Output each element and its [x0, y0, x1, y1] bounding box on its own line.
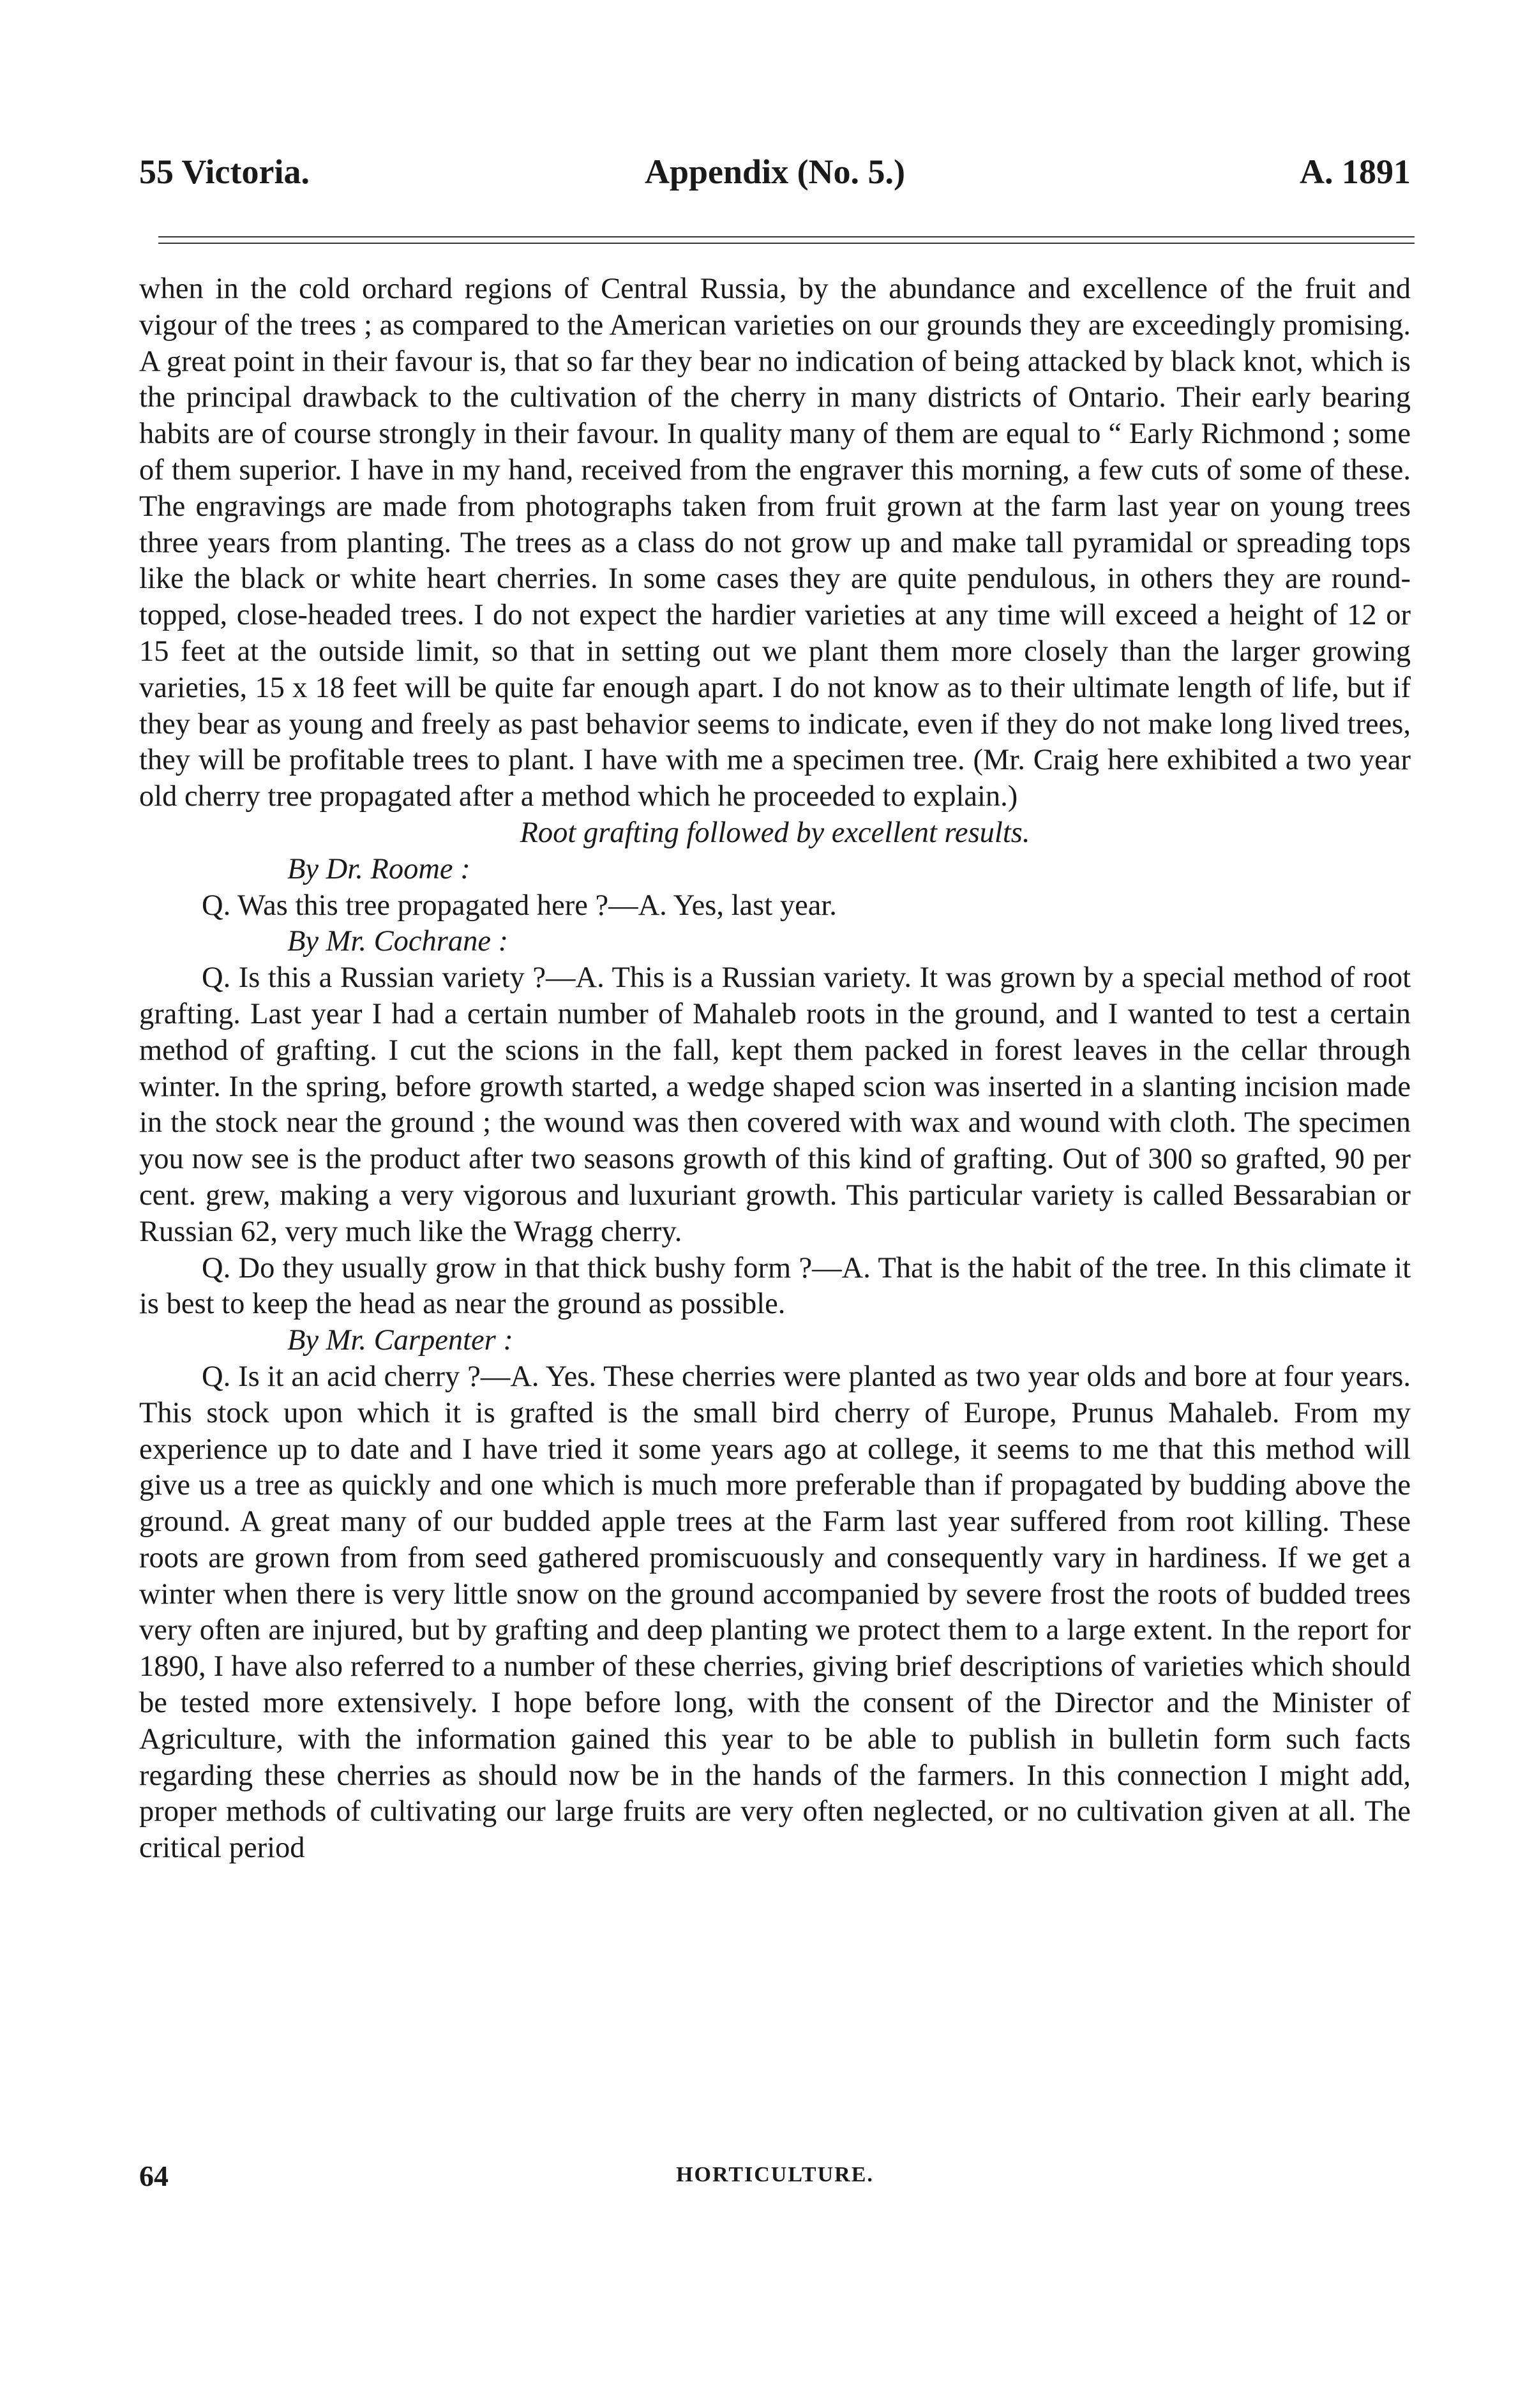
question-answer-4: Q. Is it an acid cherry ?—A. Yes. These cherries were planted as two year olds and bore at four years. This stock upon which it is grafted is the small bird cherry of Europe, Prunus Mahaleb. From my experience up to date and I have tried it some years ago at college, it seems to me that this method will give us a tree as quickly and one which is much more preferable than if propagated by budding above the ground. A great many of our budded apple trees at the Farm last year suffered from root killing. These roots are grown from from seed gathered promiscuously and consequently vary in hardiness. If we get a winter when there is very little snow on the ground accompanied by severe frost the roots of budded trees very often are injured, but by grafting and deep planting we protect them to a large extent. In the report for 1890, I have also referred to a number of these cherries, giving brief descriptions of varieties which should be tested more extensively. I hope before long, with the consent of the Director and the Minister of Agriculture, with the information gained this year to be able to publish in bulletin form such facts regarding these cherries as should now be in the hands of the farmers. In this connection I might add, proper methods of cultivating our large fruits are very often neglected, or no cultivation given at all. The critical period	[139, 1360, 1411, 1865]
question-answer-2: Q. Is this a Russian variety ?—A. This is a Russian variety. It was grown by a special method of root grafting. Last year I had a certain number of Mahaleb roots in the ground, and I wanted to test a certain method of grafting. I cut the scions in the fall, kept them packed in forest leaves in the cellar through winter. In the spring, before growth started, a wedge shaped scion was inserted in a slanting incision made in the stock near the ground ; the wound was then covered with wax and wound with cloth. The specimen you now see is the product after two seasons growth of this kind of grafting. Out of 300 so grafted, 90 per cent. grew, making a very vigorous and luxuriant growth. This particular variety is called Bessarabian or Russian 62, very much like the Wragg cherry.	[139, 961, 1411, 1248]
speaker-carpenter: By Mr. Carpenter :	[287, 1324, 513, 1357]
header-year: A. 1891	[1300, 153, 1411, 191]
header-session: 55 Victoria.	[139, 153, 310, 191]
running-header	[139, 152, 1411, 203]
page-number: 64	[139, 2160, 169, 2192]
header-appendix: Appendix (No. 5.)	[644, 153, 906, 191]
speaker-roome: By Dr. Roome :	[287, 852, 470, 885]
question-answer-1: Q. Was this tree propagated here ?—A. Yes, last year.	[202, 889, 837, 922]
question-answer-3: Q. Do they usually grow in that thick bushy form ?—A. That is the habit of the tree. In this climate it is best to keep the head as near the ground as possible.	[139, 1251, 1411, 1321]
section-name: HORTICULTURE.	[676, 2163, 874, 2186]
speaker-cochrane: By Mr. Cochrane :	[287, 925, 509, 958]
page-footer	[139, 2159, 1411, 2197]
page-body	[139, 271, 1411, 1867]
paragraph-continuation: when in the cold orchard regions of Central Russia, by the abundance and excellence of the fruit and vigour of the trees ; as compared to the American varieties on our grounds they are exceedingly promising. A great point in their favour is, that so far they bear no indication of being attacked by black knot, which is the principal drawback to the cultivation of the cherry in many districts of Ontario. Their early bearing habits are of course strongly in their favour. In quality many of them are equal to “ Early Richmond ; some of them superior. I have in my hand, received from the engraver this morning, a few cuts of some of these. The engravings are made from photographs taken from fruit grown at the farm last year on young trees three years from planting. The trees as a class do not grow up and make tall pyramidal or spreading tops like the black or white heart cherries. In some cases they are quite pendulous, in others they are round-topped, close-headed trees. I do not expect the hardier varieties at any time will exceed a height of 12 or 15 feet at the outside limit, so that in setting out we plant them more closely than the larger growing varieties, 15 x 18 feet will be quite far enough apart. I do not know as to their ultimate length of life, but if they bear as young and freely as past behavior seems to indicate, even if they do not make long lived trees, they will be profitable trees to plant. I have with me a specimen tree. (Mr. Craig here exhibited a two year old cherry tree propagated after a method which he proceeded to explain.)	[139, 273, 1411, 813]
section-heading: Root grafting followed by excellent results.	[520, 816, 1030, 849]
header-rule	[158, 236, 1415, 244]
